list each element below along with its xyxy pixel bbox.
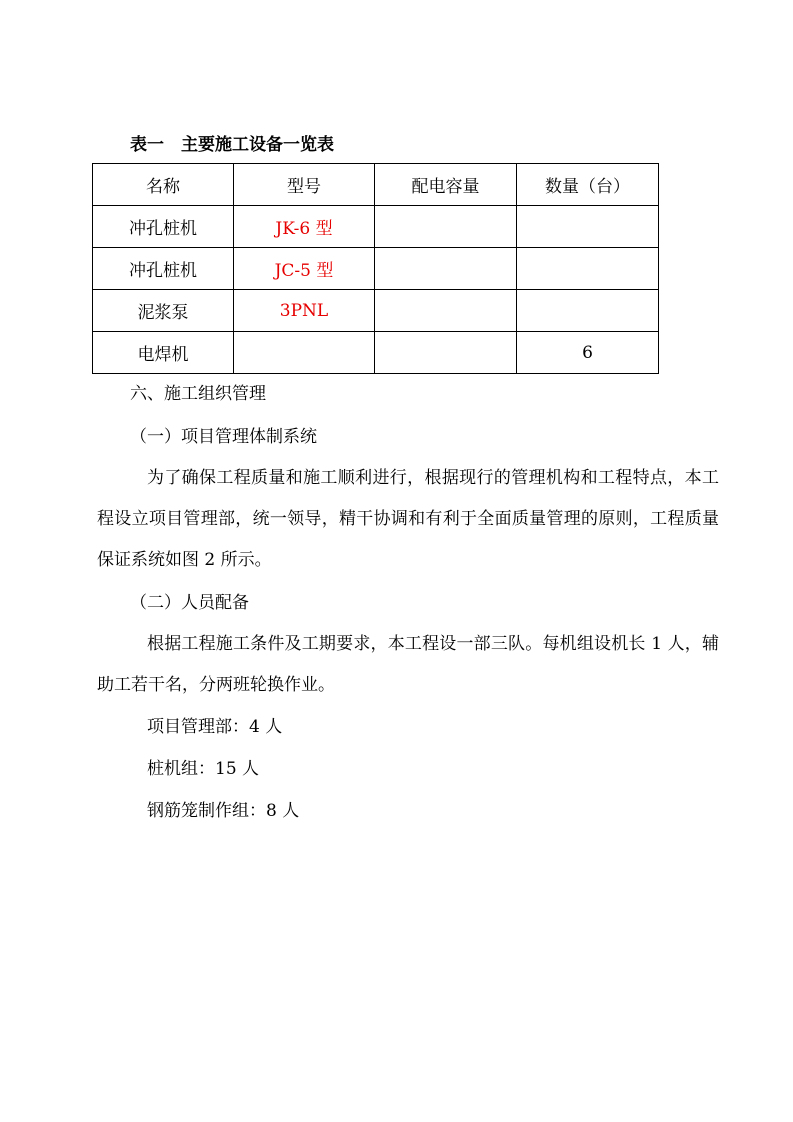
table-row bbox=[93, 248, 659, 290]
cell-power bbox=[375, 332, 517, 374]
staff-item: 桩机组：15 人 bbox=[147, 759, 260, 779]
table-row bbox=[93, 332, 659, 374]
cell-power bbox=[375, 248, 517, 290]
cell-qty bbox=[517, 290, 659, 332]
equipment-table bbox=[92, 163, 659, 374]
section-6-title: 六、施工组织管理 bbox=[130, 384, 266, 404]
cell-power bbox=[375, 206, 517, 248]
cell-name: 泥浆泵 bbox=[93, 290, 234, 332]
cell-name: 电焊机 bbox=[93, 332, 234, 374]
cell-model: JC-5 型 bbox=[234, 248, 375, 290]
header-cell: 名称 bbox=[93, 164, 234, 206]
table-row bbox=[93, 206, 659, 248]
cell-qty: 6 bbox=[517, 332, 659, 374]
table-caption: 表一 主要施工设备一览表 bbox=[130, 135, 334, 155]
section-6-1-body: 为了确保工程质量和施工顺利进行，根据现行的管理机构和工程特点，本工程设立项目管理部，统一领导，精干协调和有利于全面质量管理的原则，工程质量保证系统如图 2 所示。 bbox=[97, 468, 719, 570]
table-header-row bbox=[93, 164, 659, 206]
cell-model: 3PNL bbox=[234, 290, 375, 332]
cell-name: 冲孔桩机 bbox=[93, 206, 234, 248]
cell-power bbox=[375, 290, 517, 332]
cell-name: 冲孔桩机 bbox=[93, 248, 234, 290]
section-6-2-title: （二）人员配备 bbox=[130, 593, 249, 613]
header-cell: 数量（台） bbox=[517, 164, 659, 206]
staff-item: 项目管理部：4 人 bbox=[147, 717, 283, 737]
cell-model: JK-6 型 bbox=[234, 206, 375, 248]
header-cell: 型号 bbox=[234, 164, 375, 206]
cell-qty bbox=[517, 248, 659, 290]
staff-item: 钢筋笼制作组：8 人 bbox=[147, 801, 300, 821]
cell-model bbox=[234, 332, 375, 374]
section-6-2-body: 根据工程施工条件及工期要求，本工程设一部三队。每机组设机长 1 人，辅助工若干名，分两班轮换作业。 bbox=[97, 634, 719, 695]
header-cell: 配电容量 bbox=[375, 164, 517, 206]
cell-qty bbox=[517, 206, 659, 248]
table-row bbox=[93, 290, 659, 332]
section-6-1-title: （一）项目管理体制系统 bbox=[130, 427, 317, 447]
